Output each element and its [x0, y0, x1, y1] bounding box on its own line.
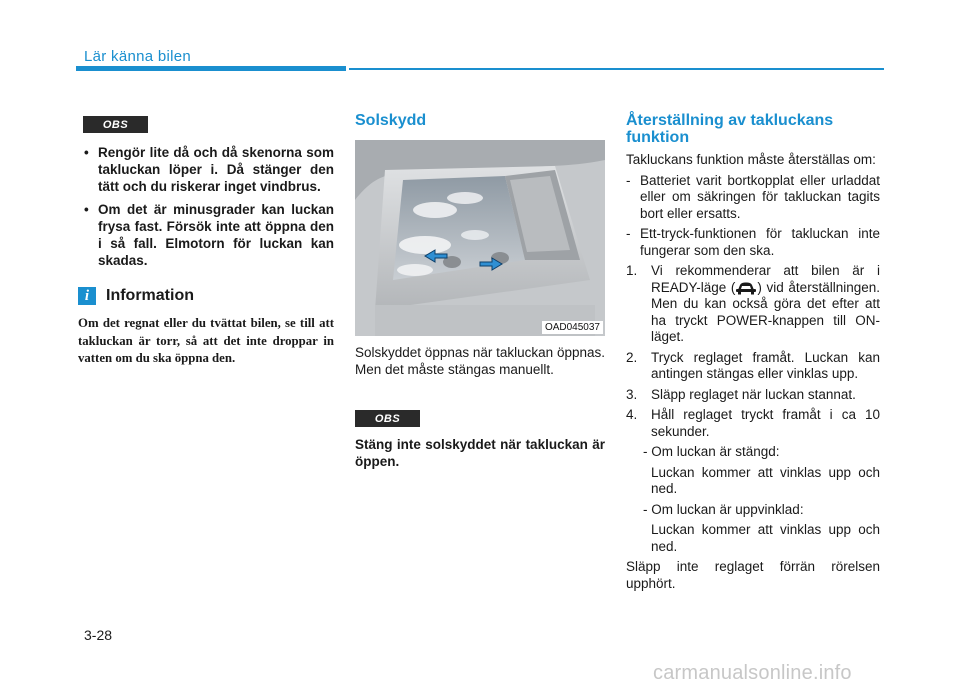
header-bar-thin	[349, 68, 884, 70]
obs-badge-left: OBS	[83, 116, 148, 133]
condition-marker: -	[626, 172, 631, 188]
watermark: carmanualsonline.info	[653, 662, 852, 684]
page-number: 3-28	[84, 627, 113, 643]
bullet-list	[78, 144, 334, 269]
info-title: Information	[106, 287, 194, 305]
condition-item	[626, 226, 880, 259]
info-icon: i	[78, 287, 96, 305]
bullet-item-frost: • Om det är minusgrader kan luckan frysa fast. Försök inte att öppna den i så fall. Elmotorn för luckan kan skadas.	[78, 201, 334, 270]
car-ready-icon	[735, 281, 757, 295]
sunroof-illustration	[355, 140, 605, 336]
solskydd-description: Solskyddet öppnas när takluckan öppnas. Men det måste stängas manuellt.	[355, 345, 605, 377]
step1-text-before: Vi rekommenderar att bilen är i READY-läge (	[651, 263, 880, 295]
sunroof-photo	[355, 140, 605, 336]
reset-title: Återställning av takluckans funktion	[626, 112, 834, 146]
step-marker: 4.	[626, 407, 638, 422]
condition-marker: -	[626, 226, 631, 241]
step1-text-after: ) vid återställningen. Men du kan också göra det efter att ha tryckt POWER-knappen till ON-läget.	[651, 279, 880, 344]
left-column	[78, 144, 334, 368]
sub-closed-label: - Om luckan är stängd:	[643, 444, 780, 459]
info-heading	[78, 287, 334, 305]
step-item-1	[626, 263, 880, 346]
photo-caption: OAD045037	[542, 321, 603, 334]
reset-body	[626, 152, 880, 592]
header-bar-thick	[76, 66, 346, 71]
solskydd-warning: Stäng inte solskyddet när takluckan är öppen.	[355, 437, 605, 469]
condition-text: Ett-tryck-funktionen för takluckan inte fungerar som den ska.	[640, 226, 880, 258]
condition-text: Batteriet varit bortkopplat eller urladdat eller om säkringen för takluckan tagits bort eller ersatts.	[640, 172, 880, 221]
step-item-4	[626, 407, 880, 440]
step-text: Håll reglaget tryckt framåt i ca 10 sekunder.	[651, 407, 880, 439]
info-text: Om det regnat eller du tvättat bilen, se till att takluckan är torr, så att det inte droppar in vatten om du ska öppna den.	[78, 316, 334, 366]
reset-outro: Släpp inte reglaget förrän rörelsen upphört.	[626, 559, 880, 591]
bullet-item-rails: • Rengör lite då och då skenorna som takluckan löper i. Då stänger den tätt och du riskerar inget vindbrus.	[78, 144, 334, 196]
step-marker: 2.	[626, 349, 638, 365]
step-marker: 3.	[626, 386, 638, 402]
solskydd-title: Solskydd	[355, 112, 427, 129]
step-marker: 1.	[626, 263, 638, 278]
sub-closed-text: Luckan kommer att vinklas upp och ned.	[651, 464, 880, 496]
condition-item	[626, 173, 880, 223]
step-item-3	[626, 387, 880, 404]
header-section-title: Lär känna bilen	[84, 48, 192, 65]
sub-tilted-text: Luckan kommer att vinklas upp och ned.	[651, 522, 880, 554]
step-item-2	[626, 350, 880, 383]
step-text: Tryck reglaget framåt. Luckan kan antingen stängas eller vinklas upp.	[651, 349, 880, 381]
obs-badge-middle: OBS	[355, 410, 420, 427]
sub-tilted-label: - Om luckan är uppvinklad:	[643, 501, 804, 517]
reset-intro: Takluckans funktion måste återställas om:	[626, 152, 876, 167]
step-text: Släpp reglaget när luckan stannat.	[651, 386, 856, 402]
